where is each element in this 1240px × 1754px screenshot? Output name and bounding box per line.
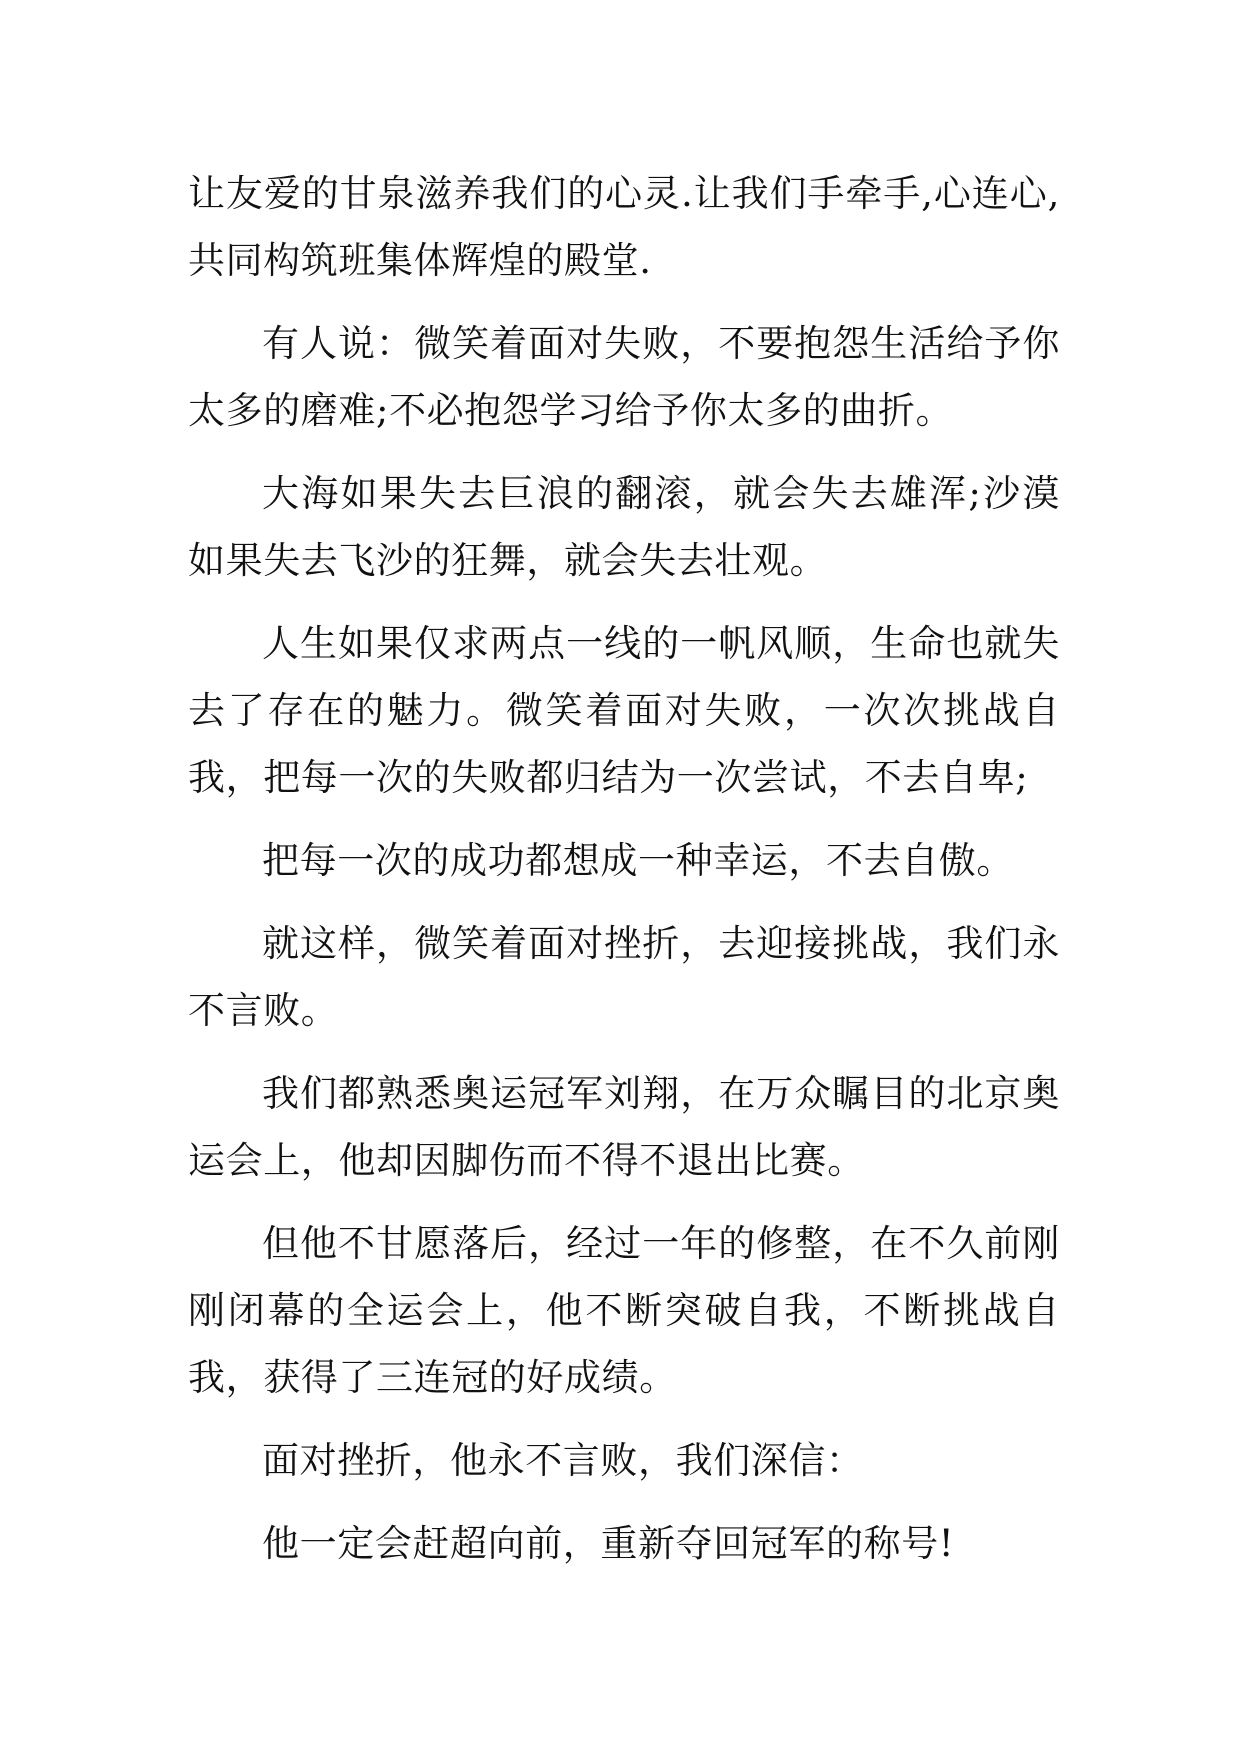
- document-body: [188, 160, 1060, 1593]
- paragraph-10: 他一定会赶超向前，重新夺回冠军的称号!: [262, 1522, 955, 1565]
- paragraph-8: 但他不甘愿落后，经过一年的修整，在不久前刚刚闭幕的全运会上，他不断突破自我，不断挑战自我，获得了三连冠的好成绩。: [188, 1222, 1060, 1399]
- paragraph-4: 人生如果仅求两点一线的一帆风顺，生命也就失去了存在的魅力。微笑着面对失败，一次次挑战自我，把每一次的失败都归结为一次尝试，不去自卑;: [188, 622, 1060, 799]
- paragraph-6: 就这样，微笑着面对挫折，去迎接挑战，我们永不言败。: [188, 922, 1060, 1032]
- paragraph-5: 把每一次的成功都想成一种幸运，不去自傲。: [262, 839, 1014, 882]
- paragraph-7: 我们都熟悉奥运冠军刘翔，在万众瞩目的北京奥运会上，他却因脚伤而不得不退出比赛。: [188, 1072, 1060, 1182]
- paragraph-2: 有人说：微笑着面对失败，不要抱怨生活给予你太多的磨难;不必抱怨学习给予你太多的曲折。: [188, 322, 1060, 432]
- paragraph-3: 大海如果失去巨浪的翻滚，就会失去雄浑;沙漠如果失去飞沙的狂舞，就会失去壮观。: [188, 472, 1060, 582]
- paragraph-9: 面对挫折，他永不言败，我们深信：: [262, 1439, 864, 1482]
- paragraph-1: 让友爱的甘泉滋养我们的心灵.让我们手牵手,心连心,共同构筑班集体辉煌的殿堂.: [188, 172, 1060, 282]
